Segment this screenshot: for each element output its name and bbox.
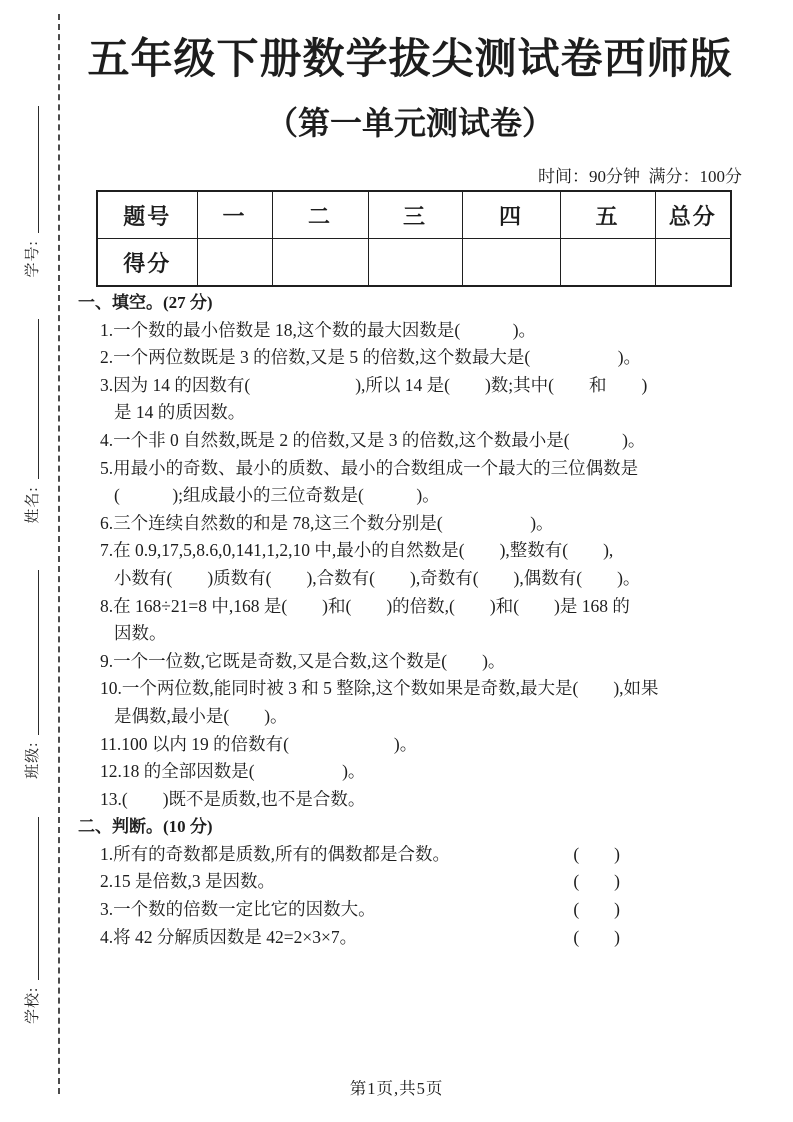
class-blank-line [23,570,39,735]
section2-heading-text: 二、判断。 [78,817,163,837]
score-table-header-cell: 一 [197,191,272,239]
fill-item-4: 4.一个非 0 自然数,既是 2 的倍数,又是 3 的倍数,这个数最小是( )。 [100,429,646,450]
student-number-label: 学号: [24,240,41,278]
score-table-header-cell: 五 [560,191,655,239]
fill-item-1: 1.一个数的最小倍数是 18,这个数的最大因数是( )。 [100,319,537,340]
score-table-header-cell: 三 [368,191,462,239]
score-cell [560,239,655,287]
fill-item-5: 5.用最小的奇数、最小的质数、最小的合数组成一个最大的三位偶数是 [100,457,639,478]
judge-item-1 [78,841,620,869]
judge-item-4-answer-blank: ( ) [573,926,620,947]
judge-item-2 [78,868,620,896]
judge-item-2-text: 2.15 是倍数,3 是因数。 [100,871,275,892]
judge-item-4 [78,924,620,952]
score-cell [272,239,368,287]
name-blank-line [23,319,39,479]
score-table-header-cell: 二 [272,191,368,239]
fill-item-9: 9.一个一位数,它既是奇数,又是合数,这个数是( )。 [100,650,506,671]
fill-item-10: 10.一个两位数,能同时被 3 和 5 整除,这个数如果是奇数,最大是( ),如果 [100,678,659,699]
seal-dashed-line [58,14,60,1094]
fill-item-11: 11.100 以内 19 的倍数有( )。 [100,733,418,754]
class-label: 班级: [24,741,41,779]
score-table-header-cell: 总分 [655,191,731,239]
fill-item-10-cont: 是偶数,最小是( )。 [114,705,288,726]
paper-subtitle: （第一单元测试卷） [265,105,554,141]
score-cell [462,239,560,287]
student-number-blank-line [23,106,39,233]
school-label: 学校: [24,986,41,1024]
score-row-label-cell: 得分 [97,239,197,287]
judge-item-3-text: 3.一个数的倍数一定比它的因数大。 [100,899,376,920]
fill-item-3: 3.因为 14 的因数有( ),所以 14 是( )数;其中( 和 ) [100,374,648,395]
name-label: 姓名: [24,486,41,524]
section1-heading [78,289,750,317]
score-table-header-cell: 四 [462,191,560,239]
fill-item-3-cont: 是 14 的质因数。 [114,402,246,423]
score-table [96,190,732,287]
fill-item-8: 8.在 168÷21=8 中,168 是( )和( )的倍数,( )和( )是 168 的 [100,595,630,616]
fill-item-2: 2.一个两位数既是 3 的倍数,又是 5 的倍数,这个数最大是( )。 [100,347,642,368]
fill-item-6: 6.三个连续自然数的和是 78,这三个数分别是( )。 [100,512,554,533]
fill-item-8-cont: 因数。 [114,623,167,644]
fill-item-7-cont: 小数有( )质数有( ),合数有( ),奇数有( ),偶数有( )。 [114,567,641,588]
judge-item-1-answer-blank: ( ) [573,843,620,864]
section2-heading [78,813,750,841]
page-number: 第1页,共5页 [349,1079,444,1098]
student-info-strip [14,60,48,1054]
judge-item-1-text: 1.所有的奇数都是质数,所有的偶数都是合数。 [100,843,450,864]
questions-area [78,289,750,951]
judge-item-3 [78,896,620,924]
score-table-header-row [97,191,731,239]
section2-score: (10 分) [163,817,213,837]
time-score-info: 时间：90分钟 满分：100分 [538,167,742,186]
score-table-header-cell: 题号 [97,191,197,239]
school-blank-line [23,817,39,980]
judge-item-2-answer-blank: ( ) [573,871,620,892]
score-table-score-row [97,239,731,287]
paper-title: 五年级下册数学拔尖测试卷西师版 [87,37,733,83]
fill-item-7: 7.在 0.9,17,5,8.6,0,141,1,2,10 中,最小的自然数是( ),整数有( ), [100,540,614,561]
fill-item-12: 12.18 的全部因数是( )。 [100,761,366,782]
judge-item-4-text: 4.将 42 分解质因数是 42=2×3×7。 [100,926,358,947]
score-cell [368,239,462,287]
fill-item-5-cont: ( );组成最小的三位奇数是( )。 [114,485,440,506]
score-cell [655,239,731,287]
score-cell [197,239,272,287]
section1-heading-text: 一、填空。 [78,293,163,312]
section1-score: (27 分) [163,293,213,312]
judge-item-3-answer-blank: ( ) [573,899,620,920]
fill-item-13: 13.( )既不是质数,也不是合数。 [100,788,366,809]
